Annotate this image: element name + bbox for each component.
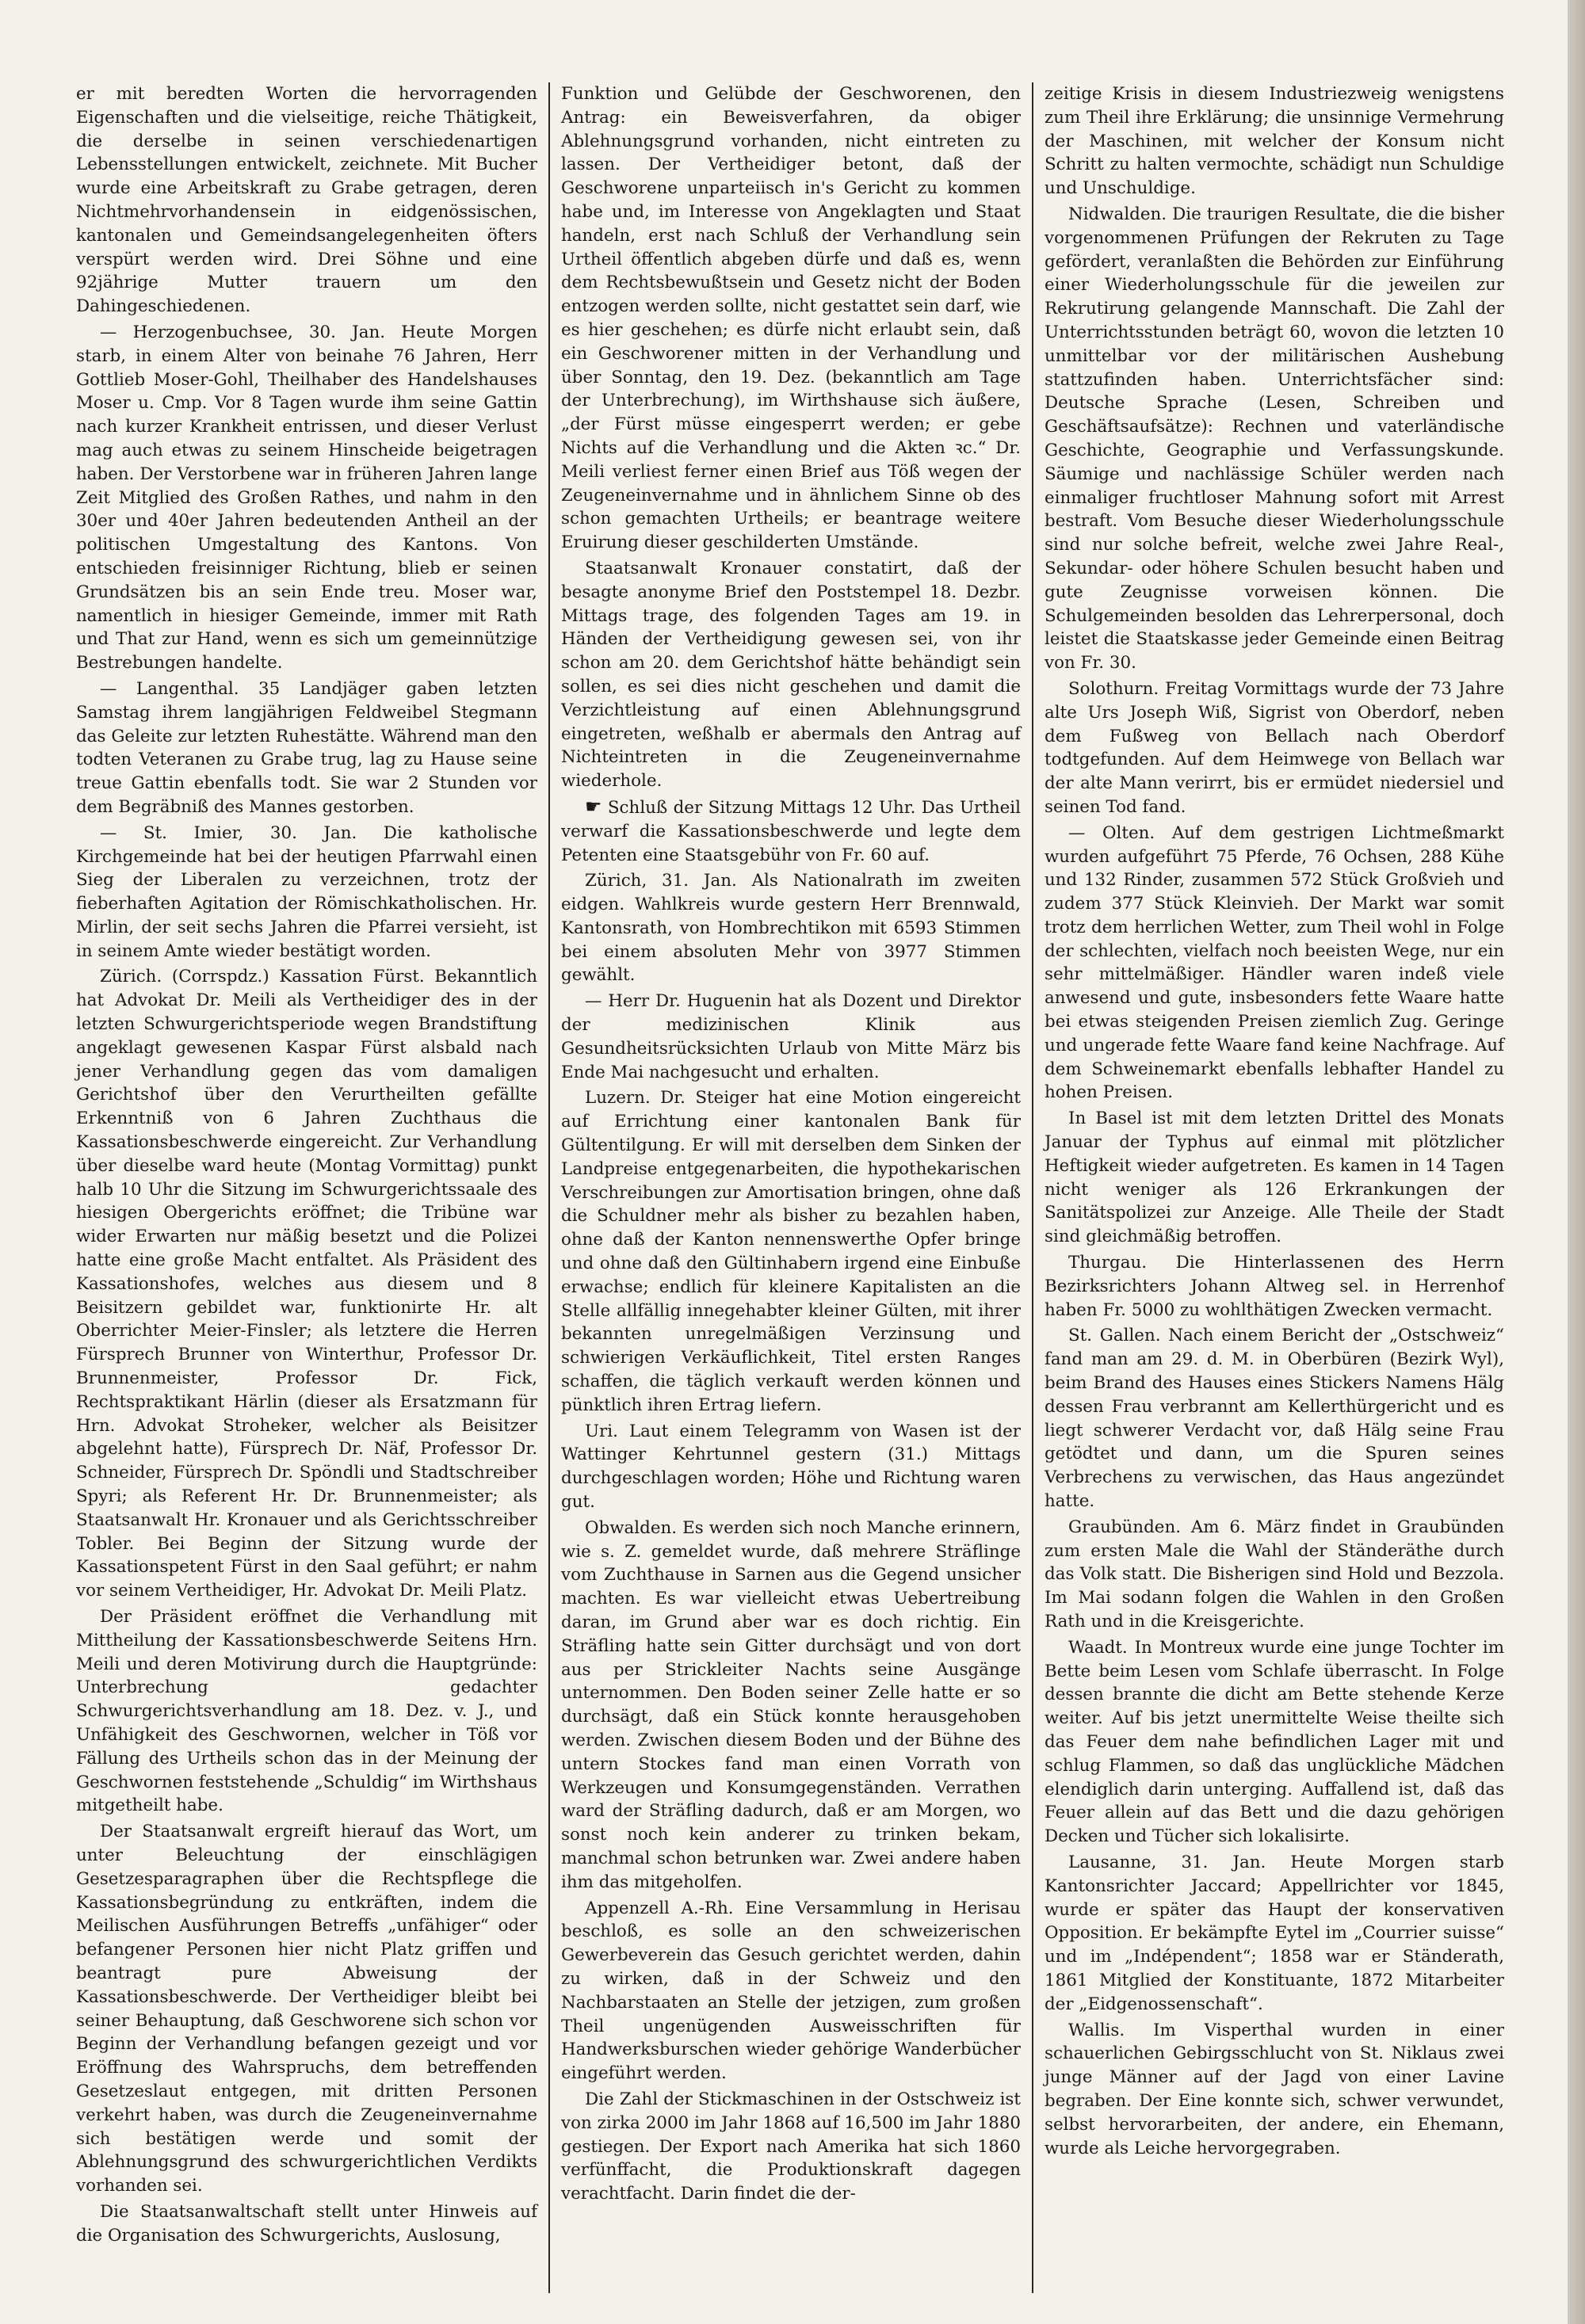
paragraph-kronauer: Staatsanwalt Kronauer constatirt, daß der besagte anonyme Brief den Poststempel 18. Dezbr. Mittags trage, des folgenden Tages am 19. in Händen der Vertheidigung gewesen sei, von ihr schon am 20. dem Gerichtshof hätte behändigt sein sollen, es sei dies nicht geschehen und damit die Verzichtleistung auf einen Ablehnungsgrund eingetreten, weßhalb er abermals den Antrag auf Nichteintreten in die Zeugeneinvernahme wiederhole. [561,558,1021,792]
paragraph-lausanne: Lausanne, 31. Jan. Heute Morgen starb Kantonsrichter Jaccard; Appellrichter vor 1845, wurde er später das Haupt der konservativen Opposition. Er bekämpfte Eytel im „Courrier suisse“ und im „Indépendent“; 1858 war er Ständerath, 1861 Mitglied der Konstituante, 1872 Mitarbeiter der „Eidgenossenschaft“. [1045,1852,1504,2014]
paragraph-wallis: Wallis. Im Visperthal wurden in einer schauerlichen Gebirgsschlucht von St. Niklaus zwei junge Männer auf der Jagd von einer Lavine begraben. Der Eine konnte sich, schwer verwundet, selbst hervorarbeiten, der andere, ein Ehemann, wurde als Leiche hervorgegraben. [1045,2020,1504,2158]
column-3 [1032,82,1515,2293]
paragraph-olten: — Olten. Auf dem gestrigen Lichtmeßmarkt wurden aufgeführt 75 Pferde, 76 Ochsen, 288 Kühe und 132 Rinder, zusammen 572 Stück Großvieh und zudem 377 Stück Kleinvieh. Der Markt war somit trotz dem herrlichen Wetter, zum Theil wohl in Folge der schlechten, vielfach noch beeisten Wege, nur ein sehr mittelmäßiger. Händler waren indeß viele anwesend und gute, insbesonders fette Waare hatte bei etwas steigenden Preisen ziemlich Zug. Geringe und ungerade fette Waare fand keine Nachfrage. Auf dem Schweinemarkt ebenfalls lebhafter Handel zu hohen Preisen. [1045,822,1504,1103]
paragraph-langenthal: — Langenthal. 35 Landjäger gaben letzten Samstag ihrem langjährigen Feldweibel Stegmann das Geleite zur letzten Ruhestätte. Während man den todten Veteranen zu Grabe trug, lag zu Hause seine treue Gattin ebenfalls todt. Sie war 2 Stunden vor dem Begräbniß des Mannes gestorben. [76,678,537,817]
paragraph-graubuenden: Graubünden. Am 6. März findet in Graubünden zum ersten Male die Wahl der Ständeräthe durch das Volk statt. Die Bisherigen sind Hold und Bezzola. Im Mai sodann folgen die Wahlen in den Großen Rath und in die Kreisgerichte. [1045,1517,1504,1631]
paragraph-nidwalden: Nidwalden. Die traurigen Resultate, die die bisher vorgenommenen Prüfungen der Rekruten zu Tage gefördert, veranlaßten die Behörden zur Einführung einer Wiederholungsschule für die jeweilen zur Rekrutirung gelangende Mannschaft. Die Zahl der Unterrichtsstunden beträgt 60, wovon die letzten 10 unmittelbar vor der militärischen Aushebung stattzufinden haben. Unterrichtsfächer sind: Deutsche Sprache (Lesen, Schreiben und Geschäftsaufsätze): Rechnen und vaterländische Geschichte, Geographie und Verfassungskunde. Säumige und nachlässige Schüler werden nach einmaliger fruchtloser Mahnung sofort mit Arrest bestraft. Vom Besuche dieser Wiederholungsschule sind nur solche befreit, welche zwei Jahre Real-, Sekundar- oder höhere Schulen besucht haben und gute Zeugnisse vorweisen können. Die Schulgemeinden besolden das Lehrerpersonal, doch leistet die Staatskasse jeder Gemeinde einen Beitrag von Fr. 30. [1045,204,1504,674]
paragraph-zuerich-nationalrath: Zürich, 31. Jan. Als Nationalrath im zweiten eidgen. Wahlkreis wurde gestern Herr Brennwald, Kantonsrath, von Hombrechtikon mit 6593 Stimmen bei einem absoluten Mehr von 3977 Stimmen gewählt. [561,871,1021,986]
paragraph-huguenin: — Herr Dr. Huguenin hat als Dozent und Direktor der medizinischen Klinik aus Gesundheitsrücksichten Urlaub von Mitte März bis Ende Mai nachgesucht und erhalten. [561,991,1021,1082]
paragraph-staatsanwaltschaft: Die Staatsanwaltschaft stellt unter Hinweis auf die Organisation des Schwurgerichts, Auslosung, [76,2201,537,2246]
column-2 [548,82,1032,2293]
paragraph-thurgau: Thurgau. Die Hinterlassenen des Herrn Bezirksrichters Johann Altweg sel. in Herrenhof haben Fr. 5000 zu wohlthätigen Zwecken vermacht. [1045,1253,1504,1320]
paragraph-st-imier: — St. Imier, 30. Jan. Die katholische Kirchgemeinde hat bei der heutigen Pfarrwahl einen Sieg der Liberalen zu verzeichnen, trotz der fieberhaften Agitation der Römischkatholischen. Hr. Mirlin, der seit sechs Jahren die Pfarrei versieht, ist in seinem Amte wieder bestätigt worden. [76,822,537,961]
paragraph-appenzell: Appenzell A.-Rh. Eine Versammlung in Herisau beschloß, es solle an den schweizerischen Gewerbeverein das Gesuch gerichtet werden, dahin zu wirken, daß in der Schweiz und den Nachbarstaaten an Stelle der jetzigen, zum großen Theil ungenügenden Ausweisschriften für Handwerksburschen wieder gehörige Wanderbücher eingeführt werden. [561,1898,1021,2084]
paragraph-zuerich-kassation: Zürich. (Corrspdz.) Kassation Fürst. Bekanntlich hat Advokat Dr. Meili als Vertheidiger des in der letzten Schwurgerichtsperiode wegen Brandstiftung angeklagt gewesenen Kaspar Fürst alsbald nach jener Verhandlung gegen das vom damaligen Gerichtshof über den Verurtheilten gefällte Erkenntniß von 6 Jahren Zuchthaus die Kassationsbeschwerde eingereicht. Zur Verhandlung über dieselbe ward heute (Montag Vormittag) punkt halb 10 Uhr die Sitzung im Schwurgerichtssaale des hiesigen Obergerichts eröffnet; die Tribüne war wider Erwarten nur mäßig besetzt und die Polizei hatte eine große Macht entfaltet. Als Präsident des Kassationshofes, welches aus diesem und 8 Beisitzern gebildet war, funktionirte Hr. alt Oberrichter Meier-Finsler; als letztere die Herren Fürsprech Brunner von Winterthur, Professor Dr. Brunnenmeister, Professor Dr. Fick, Rechtspraktikant Härlin (dieser als Ersatzmann für Hrn. Advokat Stroheker, welcher als Beisitzer abgelehnt hatte), Fürsprech Dr. Näf, Professor Dr. Schneider, Fürsprech Dr. Spöndli und Stadtschreiber Spyri; als Referent Hr. Dr. Brunnenmeister; als Staatsanwalt Hr. Kronauer und als Gerichtsschreiber Tobler. Bei Beginn der Sitzung wurde der Kassationspetent Fürst in den Saal geführt; er nahm vor seinem Vertheidiger, Hr. Advokat Dr. Meili Platz. [76,967,537,1601]
pointing-hand-icon: ☛ [585,795,602,818]
paragraph-uri: Uri. Laut einem Telegramm von Wasen ist der Wattinger Kehrtunnel gestern (31.) Mittags durchgeschlagen worden; Höhe und Richtung waren gut. [561,1421,1021,1513]
paragraph-krisis: zeitige Krisis in diesem Industriezweig wenigstens zum Theil ihre Erklärung; die unsinnige Vermehrung der Maschinen, mit welcher der Konsum nicht Schritt zu halten vermochte, schädigt nun Schuldige und Unschuldige. [1045,84,1504,199]
paragraph-obwalden: Obwalden. Es werden sich noch Manche erinnern, wie s. Z. gemeldet wurde, daß mehrere Sträflinge vom Zuchthause in Sarnen aus die Gegend unsicher machten. Es war vielleicht etwas Uebertreibung daran, im Grund aber war es doch richtig. Ein Sträfling hatte sein Gitter durchsägt und von dort aus per Strickleiter Nachts seine Ausgänge unternommen. Den Boden seiner Zelle hatte er so durchsägt, daß ein Stück konnte herausgehoben werden. Zwischen diesem Boden und der Bühne des untern Stockes fand man einen Vorrath von Werkzeugen und Konsumgegenständen. Verrathen ward der Sträfling dadurch, daß er am Morgen, wo sonst noch kein anderer zu trinken bekam, manchmal schon betrunken war. Zwei andere haben ihm das mitgeholfen. [561,1517,1021,1892]
column-1 [65,82,548,2293]
paragraph-luzern: Luzern. Dr. Steiger hat eine Motion eingereicht auf Errichtung einer kantonalen Bank für Gültentilgung. Er will mit derselben dem Sinken der Landpreise entgegenarbeiten, die hypothekarischen Verschreibungen zur Amortisation bringen, ohne daß die Schuldner mehr als bisher zu bezahlen haben, ohne daß der Kanton nennenswerthe Opfer bringe und ohne daß den Gültinhabern irgend eine Einbuße erwachse; endlich für kleinere Kapitalisten an die Stelle allfällig innegehabter kleiner Gülten, mit ihrer bekannten unregelmäßigen Verzinsung und schwierigen Verkäuflichkeit, Titel ersten Ranges schaffen, die täglich verkauft werden können und pünktlich ihren Ertrag liefern. [561,1088,1021,1415]
paragraph-stickmaschinen: Die Zahl der Stickmaschinen in der Ostschweiz ist von zirka 2000 im Jahr 1868 auf 16,500 im Jahr 1880 gestiegen. Der Export nach Amerika hat sich 1860 verfünffacht, die Produktionskraft dagegen verachtfacht. Darin findet die der- [561,2089,1021,2204]
text-columns [65,82,1517,2293]
paragraph-st-gallen: St. Gallen. Nach einem Bericht der „Ostschweiz“ fand man am 29. d. M. in Oberbüren (Bezirk Wyl), beim Brand des Hauses eines Stickers Namens Hälg dessen Frau verbrannt am Kellerthürgericht und es liegt schwerer Verdacht vor, daß Hälg seine Frau getödtet und dann, um die Spuren seines Verbrechens zu verwischen, das Haus angezündet hatte. [1045,1326,1504,1512]
paragraph-waadt: Waadt. In Montreux wurde eine junge Tochter im Bette beim Lesen vom Schlafe überrascht. In Folge dessen brannte die dicht am Bette stehende Kerze weiter. Auf bis jetzt unermittelte Weise theilte sich das Feuer dem nahe befindlichen Lager mit und schlug Flammen, so daß das unglückliche Mädchen elendiglich darin unterging. Auffallend ist, daß das Feuer allein auf das Bett und die dazu gehörigen Decken und Tücher sich lokalisirte. [1045,1637,1504,1847]
paragraph-bucher-obituary-end: er mit beredten Worten die hervorragenden Eigenschaften und die vielseitige, reiche Thätigkeit, die derselbe in seinen verschiedenartigen Lebensstellungen entwickelt, zeichnete. Mit Bucher wurde eine Arbeitskraft zu Grabe getragen, deren Nichtmehrvorhandensein in eidgenössischen, kantonalen und Gemeindsangelegenheiten öfters verspürt werden wird. Drei Söhne und eine 92jährige Mutter trauern um den Dahingeschiedenen. [76,84,537,317]
page-edge [1568,0,1585,2324]
paragraph-praesident: Der Präsident eröffnet die Verhandlung mit Mittheilung der Kassationsbeschwerde Seitens Hrn. Meili und deren Motivirung durch die Hauptgründe: Unterbrechung gedachter Schwurgerichtsverhandlung am 18. Dez. v. J., und Unfähigkeit des Geschwornen, welcher in Töß vor Fällung des Urtheils schon das in der Meinung der Geschwornen feststehende „Schuldig“ im Wirthshaus mitgetheilt habe. [76,1607,537,1816]
paragraph-solothurn: Solothurn. Freitag Vormittags wurde der 73 Jahre alte Urs Joseph Wiß, Sigrist von Oberdorf, neben dem Fußweg von Bellach nach Oberdorf todtgefunden. Auf dem Heimwege von Bellach war der alte Mann verirrt, bis er ermüdet niedersiel und seinen Tod fand. [1045,678,1504,817]
paragraph-basel: In Basel ist mit dem letzten Drittel des Monats Januar der Typhus auf einmal mit plötzlicher Heftigkeit wieder aufgetreten. Es kamen in 14 Tagen nicht weniger als 126 Erkrankungen der Sanitätspolizei zur Anzeige. Alle Theile der Stadt sind gleichmäßig betroffen. [1045,1109,1504,1247]
paragraph-herzogenbuchsee: — Herzogenbuchsee, 30. Jan. Heute Morgen starb, in einem Alter von beinahe 76 Jahren, Herr Gottlieb Moser-Gohl, Theilhaber des Handelshauses Moser u. Cmp. Vor 8 Tagen wurde ihm seine Gattin nach kurzer Krankheit entrissen, und dieser Verlust mag auch etwas zu seinem Hinscheide beigetragen haben. Der Verstorbene war in früheren Jahren lange Zeit Mitglied des Großen Rathes, und nahm in den 30er und 40er Jahren bedeutenden Antheil an der politischen Umgestaltung des Kantons. Von entschieden freisinniger Richtung, blieb er seinen Grundsätzen bis an sein Ende treu. Moser war, namentlich in hiesiger Gemeinde, immer mit Rath und That zur Hand, wenn es sich um gemeinnützige Bestrebungen handelte. [76,322,537,674]
paragraph-staatsanwalt: Der Staatsanwalt ergreift hierauf das Wort, um unter Beleuchtung der einschlägigen Gesetzesparagraphen über die Rechtspflege die Kassationsbegründung zu entkräften, indem die Meilischen Ausführungen Betreffs „unfähiger“ oder befangener Personen hier nicht Platz griffen und beantragt pure Abweisung der Kassationsbeschwerde. Der Vertheidiger bleibt bei seiner Behauptung, daß Geschworene sich schon vor Beginn der Verhandlung befangen gezeigt und vor Eröffnung des Wahrspruchs, dem betreffenden Gesetzeslaut entgegen, mit dritten Personen verkehrt haben, was durch die Zeugeneinvernahme sich bestätigen werde und somit der Ablehnungsgrund des schwurgerichtlichen Verdikts vorhanden sei. [76,1822,537,2196]
paragraph-schluss-sitzung [561,796,1021,867]
schluss-sitzung-text: Schluß der Sitzung Mittags 12 Uhr. Das Urtheil verwarf die Kassationsbeschwerde und legte dem Petenten eine Staatsgebühr von Fr. 60 auf. [561,797,1021,865]
paragraph-funktion-geluebde: Funktion und Gelübde der Geschworenen, den Antrag: ein Beweisverfahren, da obiger Ablehnungsgrund vorhanden, nicht eintreten zu lassen. Der Vertheidiger betont, daß der Geschworene unparteiisch in's Gericht zu kommen habe und, im Interesse von Angeklagten und Staat handeln, erst nach Schluß der Verhandlung sein Urtheil öffentlich abgeben dürfe und daß es, wenn dem Rechtsbewußtsein und Gesetz nicht der Boden entzogen werden sollte, nicht gestattet sein darf, wie es hier geschehen; es dürfe nicht erlaubt sein, daß ein Geschworener mitten in der Verhandlung und über Sonntag, den 19. Dez. (bekanntlich am Tage der Unterbrechung), im Wirthshause sich äußere, „der Fürst müsse eingesperrt werden; er gebe Nichts auf die Verhandlung und die Akten ꝛc.“ Dr. Meili verliest ferner einen Brief aus Töß wegen der Zeugeneinvernahme und in ähnlichem Sinne ob des schon gemachten Urtheils; er beantrage weitere Eruirung dieser geschilderten Umstände. [561,84,1021,553]
